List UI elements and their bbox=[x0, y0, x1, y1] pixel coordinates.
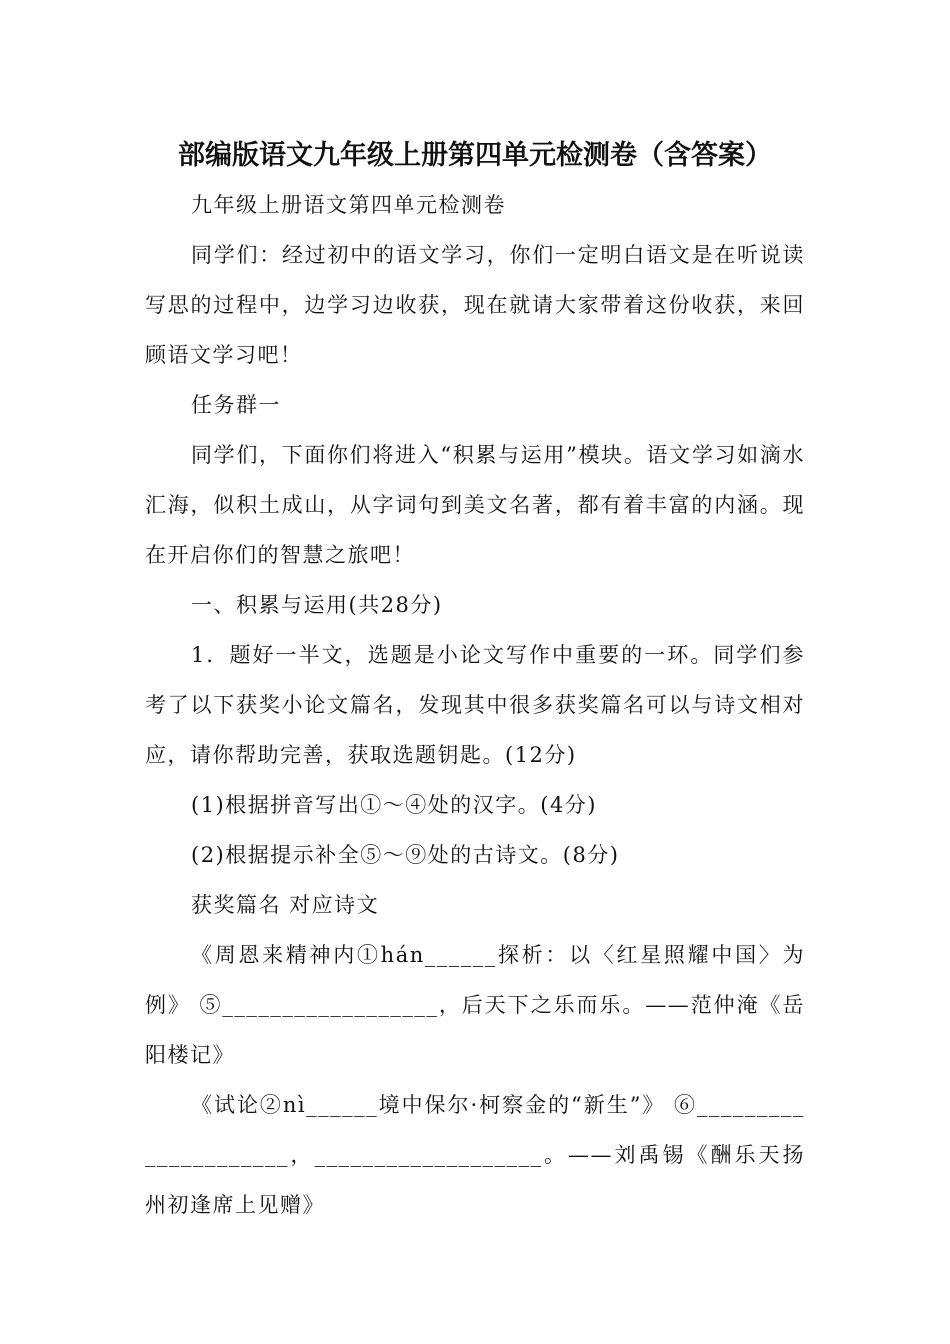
document-body bbox=[145, 180, 805, 1230]
award-entry-2: 《试论②nì______境中保尔·柯察金的“新生”》 ⑥_____________________，___________________。——刘禹锡《酬乐天扬州初逢席上见赠》 bbox=[145, 1093, 805, 1217]
question-1-paragraph: 1．题好一半文，选题是小论文写作中重要的一环。同学们参考了以下获奖小论文篇名，发现其中很多获奖篇名可以与诗文相对应，请你帮助完善，获取选题钥匙。(12分) bbox=[145, 643, 805, 767]
subtitle-paragraph: 九年级上册语文第四单元检测卷 bbox=[191, 193, 506, 217]
module-intro-paragraph: 同学们，下面你们将进入“积累与运用”模块。语文学习如滴水汇海，似积土成山，从字词句到美文名著，都有着丰富的内涵。现在开启你们的智慧之旅吧！ bbox=[145, 443, 805, 567]
question-1-part-2: (2)根据提示补全⑤～⑨处的古诗文。(8分) bbox=[191, 843, 620, 867]
question-1-part-1: (1)根据拼音写出①～④处的汉字。(4分) bbox=[191, 793, 597, 817]
award-entry-1: 《周恩来精神内①hán______探析：以〈红星照耀中国〉为例》 ⑤__________________，后天下之乐而乐。——范仲淹《岳阳楼记》 bbox=[145, 943, 805, 1067]
task-group-heading: 任务群一 bbox=[191, 393, 281, 417]
table-header-line: 获奖篇名 对应诗文 bbox=[191, 893, 380, 917]
intro-paragraph: 同学们：经过初中的语文学习，你们一定明白语文是在听说读写思的过程中，边学习边收获，现在就请大家带着这份收获，来回顾语文学习吧！ bbox=[145, 243, 805, 367]
section-heading: 一、积累与运用(共28分) bbox=[191, 593, 443, 617]
document-title: 部编版语文九年级上册第四单元检测卷（含答案） bbox=[178, 140, 772, 171]
